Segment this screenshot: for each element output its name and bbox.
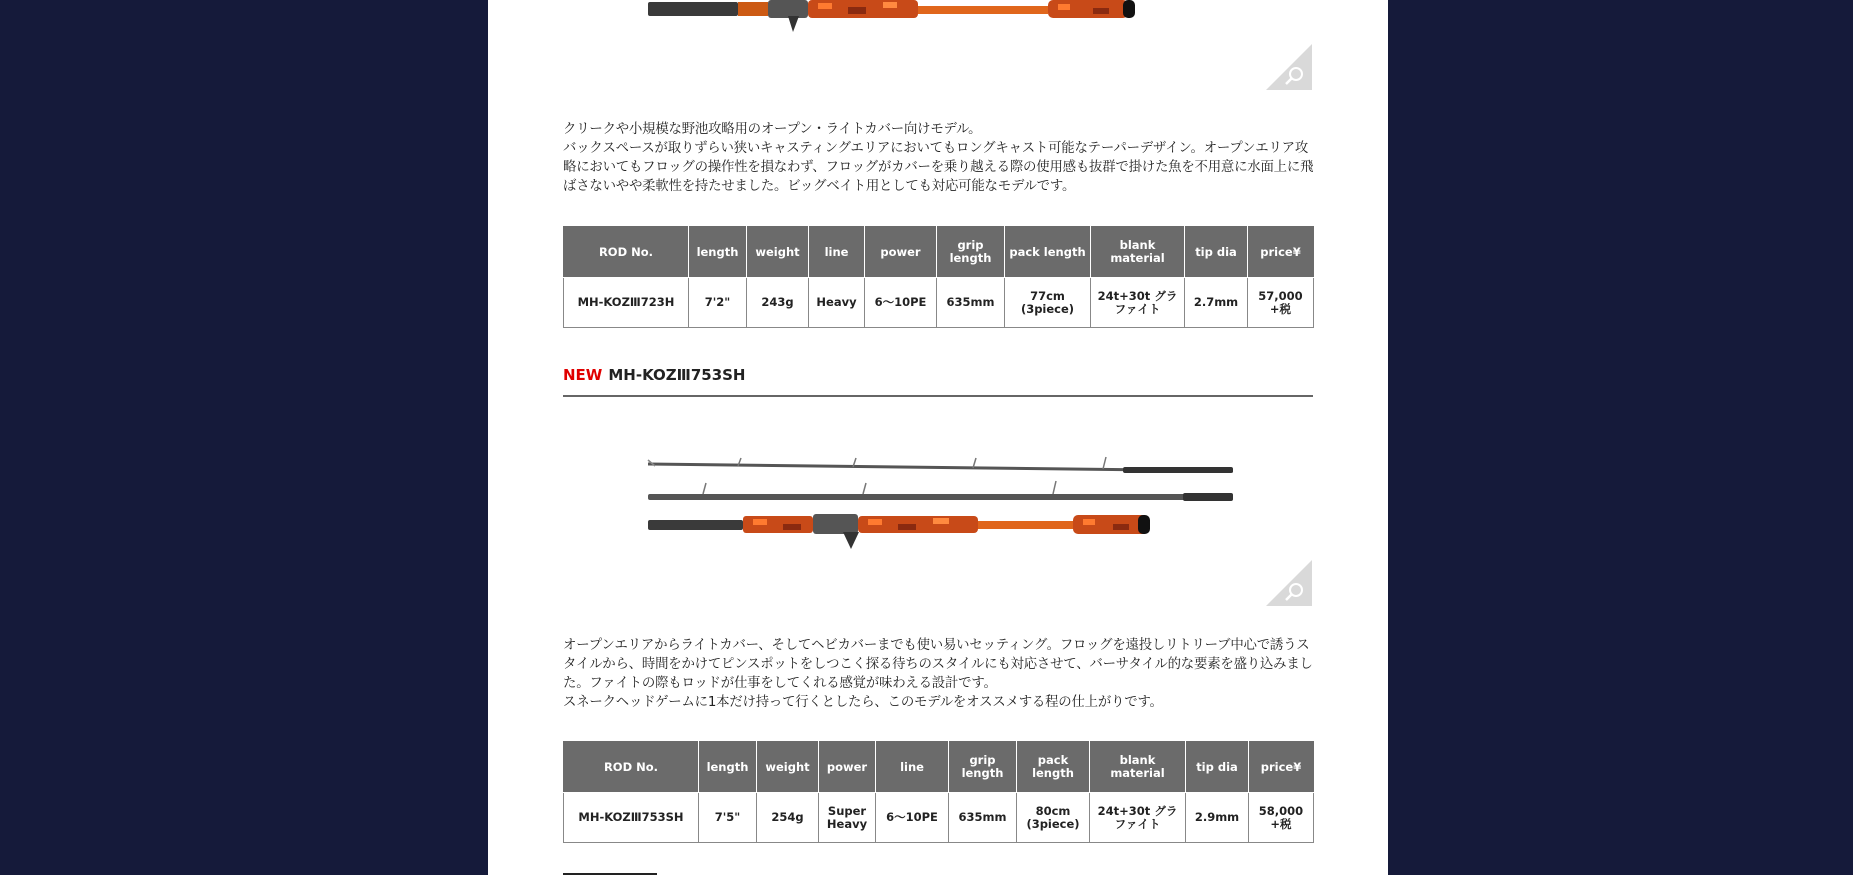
table-header-row — [564, 742, 1314, 793]
table-cell: MH-KOZⅢ753SH — [564, 793, 699, 843]
reel-seat — [768, 0, 808, 18]
table-cell: 6～10PE — [865, 278, 937, 328]
table-row — [564, 793, 1314, 843]
header-cell: power — [865, 227, 937, 278]
header-cell: line — [809, 227, 865, 278]
header-cell: tip dia — [1186, 742, 1249, 793]
table-cell: 80cm (3piece) — [1017, 793, 1090, 843]
header-cell: ROD No. — [564, 742, 699, 793]
zoom-icon — [1266, 44, 1312, 90]
trigger — [788, 16, 799, 32]
header-cell: price¥ — [1248, 227, 1314, 278]
table-cell: 24t+30t グラファイト — [1091, 278, 1185, 328]
table-cell: Heavy — [809, 278, 865, 328]
section-title-753sh — [563, 366, 1313, 397]
rod-tip-section — [648, 457, 1233, 473]
description-line: オープンエリアからライトカバー、そしてヘビカバーまでも使い易いセッティング。フロッグを遠投しリトリーブ中心で誘うスタイルから、時間をかけてピンスポットをしつこく探る待ちのスタイルにも対応させて、バーサタイル的な要素を盛り込みました。ファイトの際もロッドが仕事をしてくれる感覚が味わえる設計です。 — [563, 638, 1313, 691]
zoom-button-753sh[interactable] — [1266, 560, 1312, 606]
description-753sh — [563, 636, 1315, 712]
model-title: MH-KOZⅢ753SH — [608, 366, 746, 384]
zoom-icon — [1266, 560, 1312, 606]
rod-section — [738, 2, 768, 16]
table-cell: MH-KOZⅢ723H — [564, 278, 689, 328]
description-723h — [563, 120, 1315, 196]
header-cell: length — [689, 227, 747, 278]
table-cell: 57,000 +税 — [1248, 278, 1314, 328]
zoom-button-723h[interactable] — [1266, 44, 1312, 90]
header-cell: grip length — [949, 742, 1017, 793]
spec-table-753sh — [563, 741, 1314, 843]
rod-middle-section — [648, 481, 1233, 501]
table-cell: 254g — [757, 793, 819, 843]
new-badge: NEW — [563, 366, 603, 384]
header-cell: weight — [757, 742, 819, 793]
description-line: クリークや小規模な野池攻略用のオープン・ライトカバー向けモデル。 — [563, 122, 982, 137]
table-cell: 6～10PE — [876, 793, 949, 843]
table-cell: Super Heavy — [819, 793, 876, 843]
header-cell: blank material — [1091, 227, 1185, 278]
header-cell: tip dia — [1185, 227, 1248, 278]
table-header-row — [564, 227, 1314, 278]
rod-image-723h[interactable] — [563, 0, 1313, 40]
table-cell: 2.7mm — [1185, 278, 1248, 328]
table-cell: 24t+30t グラファイト — [1090, 793, 1186, 843]
header-cell: grip length — [937, 227, 1005, 278]
header-cell: price¥ — [1249, 742, 1314, 793]
header-cell: weight — [747, 227, 809, 278]
rod-image-753sh[interactable] — [563, 452, 1313, 557]
description-line: バックスペースが取りずらい狭いキャスティングエリアにおいてもロングキャスト可能なテーパーデザイン。オープンエリア攻略においてもフロッグの操作性を損なわず、フロッグがカバーを乗り越える際の使用感も抜群で掛けた魚を不用意に水面上に飛ばさないやや柔軟性を持たせました。ビッグベイト用としても対応可能なモデルです。 — [563, 141, 1314, 194]
spec-table-723h — [563, 226, 1314, 328]
product-page — [488, 0, 1388, 875]
header-cell: pack length — [1017, 742, 1090, 793]
table-cell: 635mm — [937, 278, 1005, 328]
rod-butt-section — [648, 514, 1150, 549]
header-cell: pack length — [1005, 227, 1091, 278]
table-cell: 635mm — [949, 793, 1017, 843]
header-cell: line — [876, 742, 949, 793]
orange-blank — [918, 6, 1048, 14]
table-cell: 58,000 +税 — [1249, 793, 1314, 843]
description-line: スネークヘッドゲームに1本だけ持って行くとしたら、このモデルをオススメする程の仕上がりです。 — [563, 695, 1163, 710]
header-cell: length — [699, 742, 757, 793]
table-cell: 243g — [747, 278, 809, 328]
table-cell: 7'2" — [689, 278, 747, 328]
table-row — [564, 278, 1314, 328]
table-cell: 2.9mm — [1186, 793, 1249, 843]
rod-blank-butt — [648, 2, 738, 16]
header-cell: blank material — [1090, 742, 1186, 793]
table-cell: 7'5" — [699, 793, 757, 843]
header-cell: ROD No. — [564, 227, 689, 278]
header-cell: power — [819, 742, 876, 793]
table-cell: 77cm (3piece) — [1005, 278, 1091, 328]
